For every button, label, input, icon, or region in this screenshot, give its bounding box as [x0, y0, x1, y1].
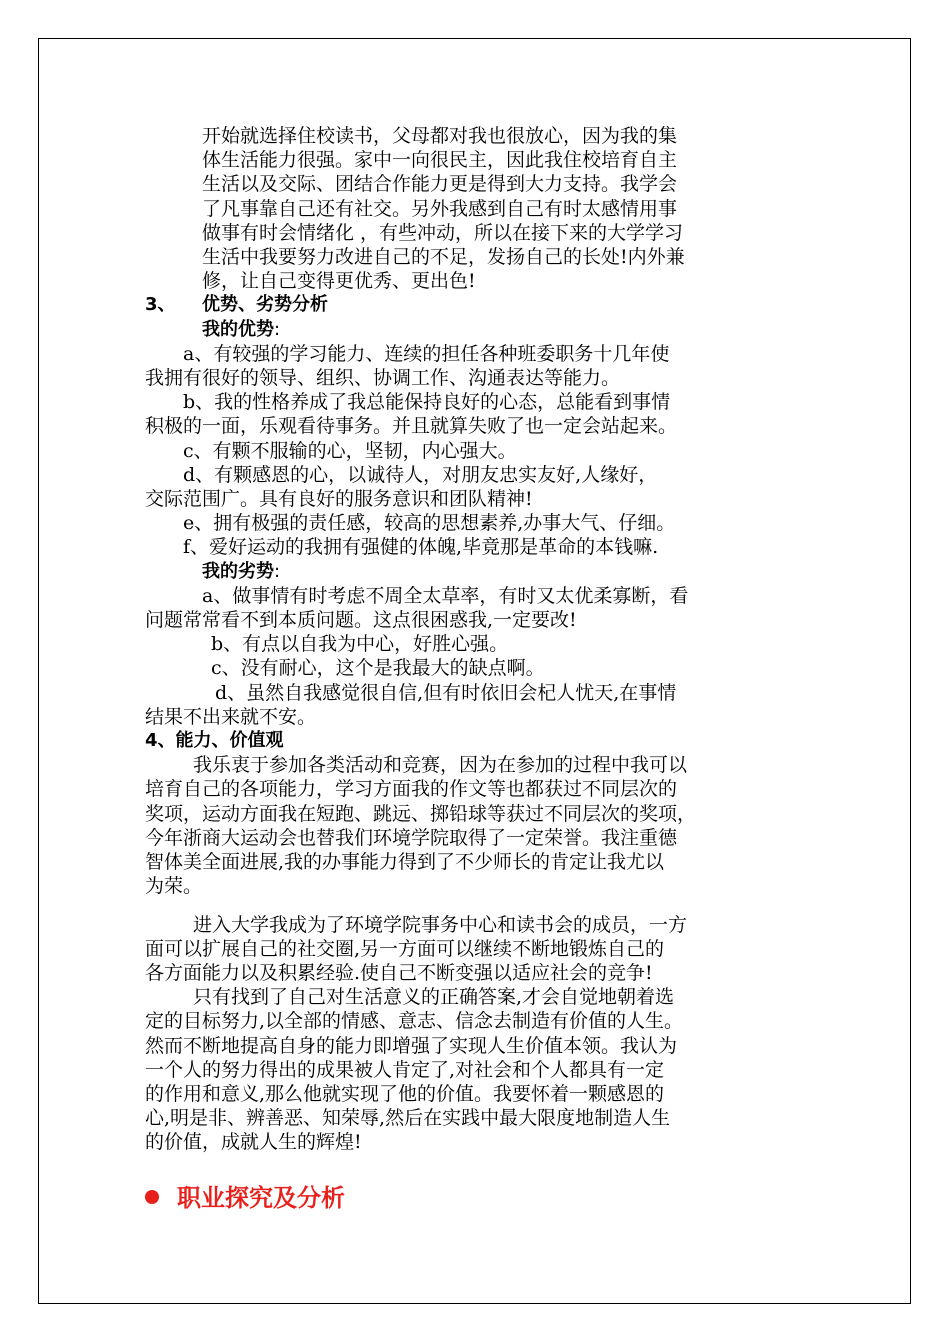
list-item: a、有较强的学习能力、连续的担任各种班委职务十几年使: [183, 342, 670, 365]
section-number: 3、: [145, 294, 176, 316]
text-line: 生活以及交际、团结合作能力更是得到大力支持。我学会: [202, 173, 678, 196]
next-section-title: 职业探究及分析: [177, 1184, 345, 1212]
text-line: 一个人的努力得出的成果被人肯定了,对社会和个人都具有一定: [145, 1058, 665, 1081]
weaknesses-colon: :: [274, 560, 281, 582]
list-item: c、没有耐心，这个是我最大的缺点啊。: [211, 657, 545, 680]
text-line: 然而不断地提高自身的能力即增强了实现人生价值本领。我认为: [145, 1034, 678, 1057]
list-item: b、有点以自我为中心，好胜心强。: [211, 633, 509, 656]
weaknesses-heading: [145, 560, 775, 584]
list-item-continuation: 积极的一面，乐观看待事务。并且就算失败了也一定会站起来。: [145, 415, 678, 438]
list-item: c、有颗不服输的心，坚韧，内心强大。: [183, 439, 517, 462]
strengths-list: [145, 342, 775, 560]
text-line: 开始就选择住校读书，父母都对我也很放心，因为我的集: [202, 125, 678, 147]
text-line: 智体美全面进展,我的办事能力得到了不少师长的肯定让我尤以: [145, 851, 665, 874]
bullet-icon: [145, 1190, 159, 1204]
list-item: d、虽然自我感觉很自信,但有时依旧会杞人忧天,在事情: [215, 681, 677, 704]
intro-paragraph: [145, 124, 775, 293]
paragraph: [145, 985, 775, 1154]
text-line: 奖项，运动方面我在短跑、跳远、掷铅球等获过不同层次的奖项，: [145, 802, 697, 825]
next-section-heading: [145, 1178, 345, 1213]
text-line: 进入大学我成为了环境学院事务中心和读书会的成员，一方: [193, 913, 688, 936]
list-item-continuation: 结果不出来就不安。: [145, 705, 317, 728]
strengths-label: 我的优势: [202, 318, 274, 340]
text-line: 为荣。: [145, 875, 203, 898]
strengths-heading: [145, 318, 775, 342]
list-item-continuation: 交际范围广。具有良好的服务意识和团队精神!: [145, 488, 533, 511]
weaknesses-list: [145, 584, 775, 729]
paragraph: [145, 913, 775, 986]
text-line: 定的目标努力,以全部的情感、意志、信念去制造有价值的人生。: [145, 1010, 684, 1033]
text-line: 培育自己的各项能力，学习方面我的作文等也都获过不同层次的: [145, 778, 678, 801]
text-line: 的价值，成就人生的辉煌!: [145, 1131, 362, 1154]
list-item: b、我的性格养成了我总能保持良好的心态，总能看到事情: [183, 391, 671, 414]
text-line: 面可以扩展自己的社交圈,另一方面可以继续不断地锻炼自己的: [145, 937, 665, 960]
weaknesses-label: 我的劣势: [202, 560, 274, 582]
list-item-continuation: 我拥有很好的领导、组织、协调工作、沟通表达等能力。: [145, 367, 621, 390]
list-item: d、有颗感恩的心，以诚待人，对朋友忠实友好,人缘好，: [183, 463, 658, 486]
section-title: 能力、价值观: [175, 730, 284, 752]
text-line: 我乐衷于参加各类活动和竞赛，因为在参加的过程中我可以: [193, 754, 688, 777]
document-body: [145, 124, 775, 1155]
text-line: 各方面能力以及积累经验.使自己不断变强以适应社会的竞争!: [145, 961, 653, 984]
section-4-heading: [145, 729, 775, 753]
text-line: 了凡事靠自己还有社交。另外我感到自己有时太感情用事: [202, 197, 678, 220]
list-item-continuation: 问题常常看不到本质问题。这点很困惑我,一定要改!: [145, 609, 577, 632]
strengths-colon: :: [274, 318, 281, 340]
list-item: a、做事情有时考虑不周全太草率，有时又太优柔寡断，看: [202, 584, 689, 607]
section-3-heading: [145, 293, 775, 317]
text-line: 只有找到了自己对生活意义的正确答案,才会自觉地朝着选: [193, 986, 675, 1009]
section-title: 优势、劣势分析: [202, 294, 328, 316]
list-item: e、拥有极强的责任感，较高的思想素养,办事大气、仔细。: [183, 512, 676, 535]
text-line: 的作用和意义,那么他就实现了他的价值。我要怀着一颗感恩的: [145, 1082, 665, 1105]
text-line: 生活中我要努力改进自己的不足，发扬自己的长处!内外兼: [202, 246, 685, 269]
text-line: 心,明是非、辨善恶、知荣辱,然后在实践中最大限度地制造人生: [145, 1107, 671, 1130]
text-line: 体生活能力很强。家中一向很民主，因此我住校培育自主: [202, 149, 678, 172]
text-line: 今年浙商大运动会也替我们环境学院取得了一定荣誉。我注重德: [145, 826, 678, 849]
paragraph: [145, 753, 775, 898]
text-line: 修，让自己变得更优秀、更出色!: [202, 270, 476, 293]
section-number: 4、: [145, 730, 176, 752]
list-item: f、爱好运动的我拥有强健的体魄,毕竟那是革命的本钱嘛.: [183, 536, 659, 559]
text-line: 做事有时会情绪化 ，有些冲动，所以在接下来的大学学习: [202, 221, 684, 244]
